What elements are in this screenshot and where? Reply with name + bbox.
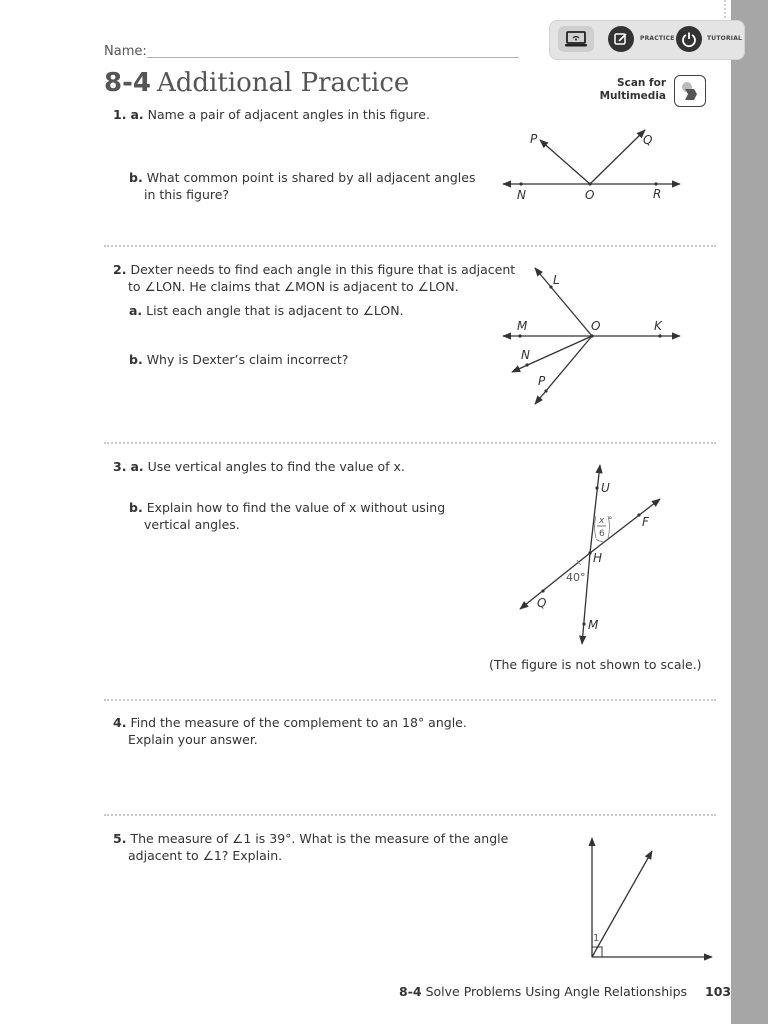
page-number: 103 xyxy=(705,984,732,999)
svg-text:°: ° xyxy=(608,516,613,526)
practice-label[interactable]: PRACTICE xyxy=(640,35,675,42)
svg-text:x: x xyxy=(599,516,605,526)
label-F: F xyxy=(642,515,649,529)
angle-40-label: 40° xyxy=(566,571,586,584)
label-O: O xyxy=(591,319,601,333)
ray-diagonal xyxy=(592,851,652,957)
tutorial-label[interactable]: TUTORIAL xyxy=(707,35,743,42)
angle-x-over-6-label xyxy=(595,516,613,539)
label-Q: Q xyxy=(643,133,653,147)
name-label: Name: xyxy=(104,44,147,59)
label-Q: Q xyxy=(537,596,547,610)
question-2: 2. Dexter needs to find each angle in this figure that is adjacent to ∠LON. He claims that ∠MON is adjacent to ∠LON. xyxy=(113,262,516,294)
svg-text:6: 6 xyxy=(599,529,605,539)
label-P: P xyxy=(538,374,546,388)
divider xyxy=(104,245,716,247)
question-1b: b. What common point is shared by all adjacent angles in this figure? xyxy=(129,170,476,202)
label-M: M xyxy=(517,319,528,333)
label-K: K xyxy=(654,319,662,333)
lesson-number: 8-4 xyxy=(104,68,151,98)
scan-for-multimedia: Scan for Multimedia xyxy=(599,77,666,102)
label-O: O xyxy=(585,188,595,202)
figure-3 xyxy=(520,465,660,644)
footer-lesson-number: 8-4 xyxy=(399,984,422,999)
label-R: R xyxy=(653,187,662,201)
lesson-title: Additional Practice xyxy=(156,68,410,98)
divider xyxy=(104,699,716,701)
question-1a: 1. a. Name a pair of adjacent angles in this figure. xyxy=(113,107,430,122)
divider xyxy=(104,814,716,816)
label-L: L xyxy=(553,273,560,287)
ray-OP xyxy=(540,140,590,184)
question-4: 4. Find the measure of the complement to an 18° angle. Explain your answer. xyxy=(113,715,467,747)
label-N: N xyxy=(517,188,526,202)
angle-1-label: 1 xyxy=(593,933,600,944)
label-P: P xyxy=(530,132,538,146)
footer-lesson-name: Solve Problems Using Angle Relationships xyxy=(425,984,688,999)
label-U: U xyxy=(601,481,610,495)
label-M: M xyxy=(588,618,599,632)
figure-note: (The figure is not shown to scale.) xyxy=(489,657,702,672)
question-5: 5. The measure of ∠1 is 39°. What is the measure of the angle adjacent to ∠1? Explain. xyxy=(113,831,509,863)
label-N: N xyxy=(521,348,530,362)
label-H: H xyxy=(593,551,603,565)
ray-OL xyxy=(535,268,592,336)
figure-5 xyxy=(592,838,712,957)
ray-HU xyxy=(590,465,600,553)
figure-1 xyxy=(503,130,680,202)
question-3a: 3. a. Use vertical angles to find the value of x. xyxy=(113,459,405,474)
page-footer xyxy=(399,984,731,999)
divider xyxy=(104,442,716,444)
figure-2 xyxy=(503,268,680,404)
question-3b: b. Explain how to find the value of x without using vertical angles. xyxy=(129,500,446,532)
ray-OQ xyxy=(590,130,645,184)
ray-OP xyxy=(535,336,592,404)
question-2a: a. List each angle that is adjacent to ∠LON. xyxy=(129,303,404,318)
question-2b: b. Why is Dexter’s claim incorrect? xyxy=(129,352,349,367)
